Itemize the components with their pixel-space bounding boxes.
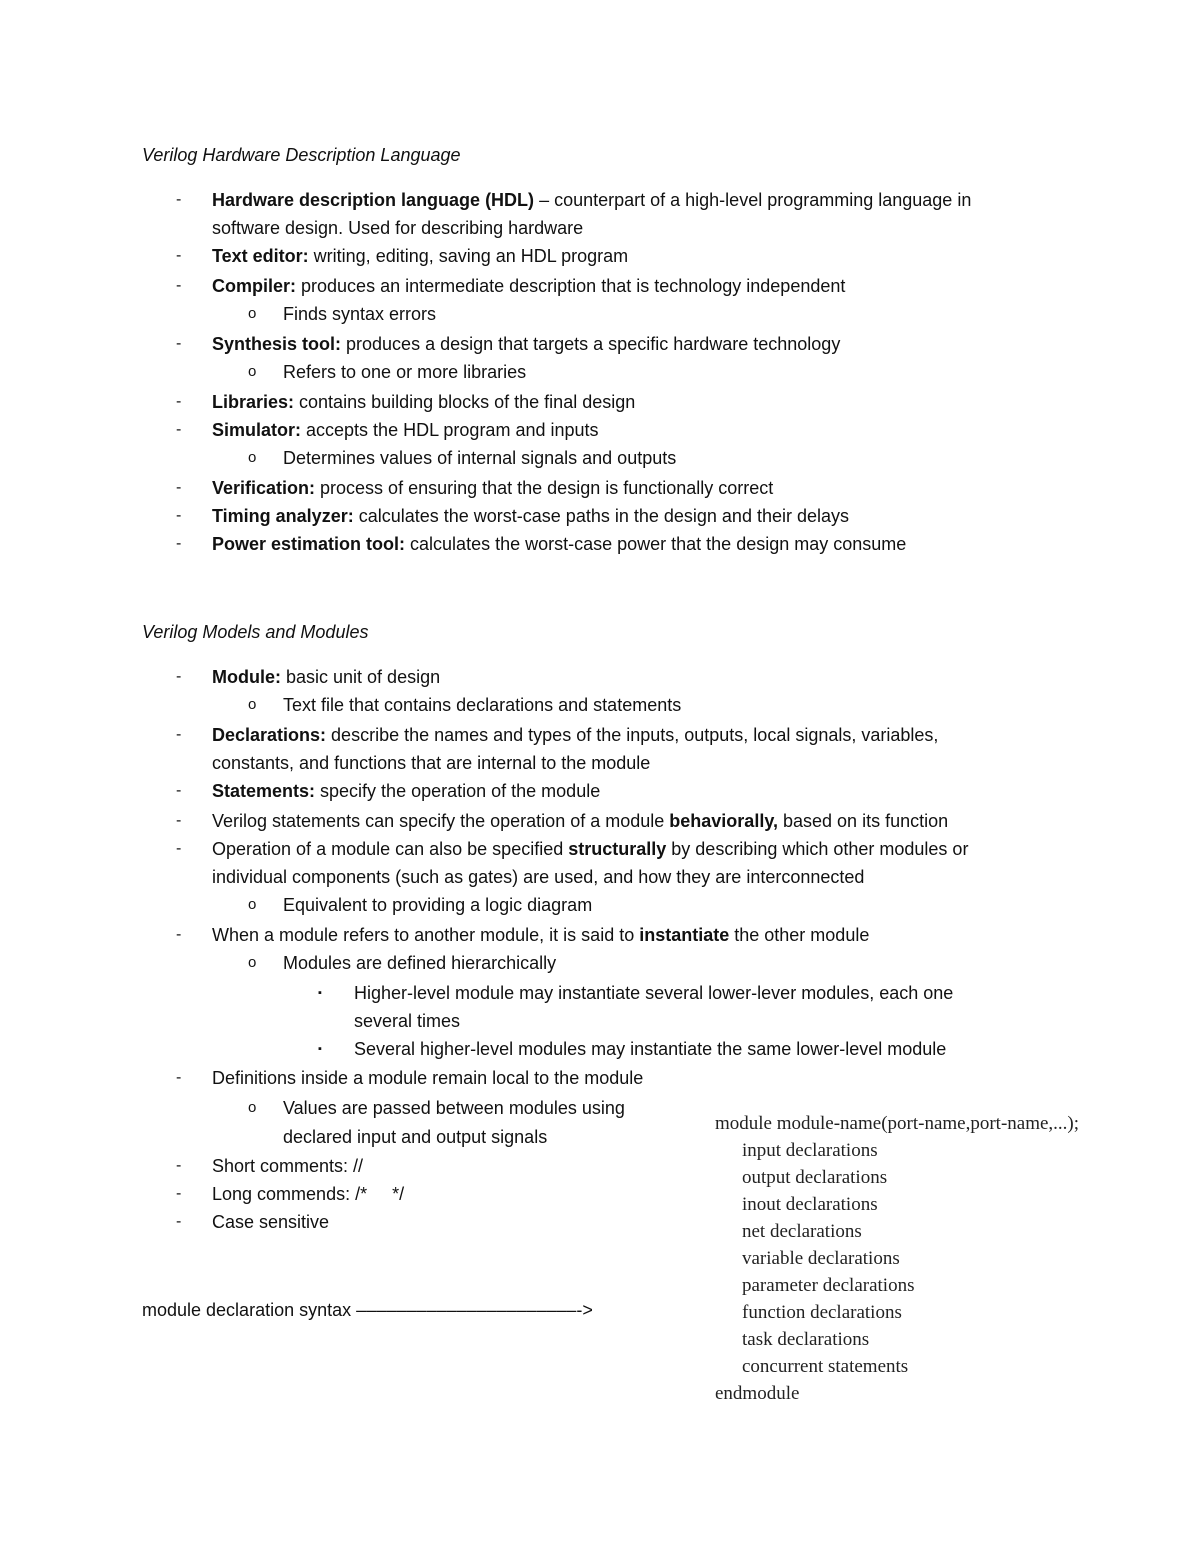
bullet-dash: - — [176, 335, 182, 352]
bullet-circle: o — [248, 696, 257, 713]
list-item: Compiler: produces an intermediate description that is technology independent — [212, 276, 846, 296]
list-item: Long commends: /* */ — [212, 1184, 405, 1204]
list-item: Verification: process of ensuring that the design is functionally correct — [212, 478, 774, 498]
list-item: Synthesis tool: produces a design that targets a specific hardware technology — [212, 334, 841, 354]
bullet-dash: - — [176, 1157, 182, 1174]
bullet-circle: o — [248, 954, 257, 971]
sub-sub-list-item-continuation: several times — [354, 1011, 461, 1031]
bullet-dash: - — [176, 812, 182, 829]
list-item: Timing analyzer: calculates the worst-case paths in the design and their delays — [212, 506, 849, 526]
sub-list-item: Determines values of internal signals and outputs — [283, 448, 677, 468]
list-item: Text editor: writing, editing, saving an HDL program — [212, 246, 629, 266]
bullet-dash: - — [176, 782, 182, 799]
syntax-footer: endmodule — [715, 1383, 800, 1404]
list-item: Hardware description language (HDL) – counterpart of a high-level programming language in — [212, 190, 972, 210]
list-item: When a module refers to another module, it is said to instantiate the other module — [212, 925, 870, 945]
list-item: Declarations: describe the names and types of the inputs, outputs, local signals, variables, — [212, 725, 939, 745]
section2-title: Verilog Models and Modules — [142, 622, 369, 642]
syntax-line: net declarations — [742, 1221, 862, 1242]
sub-list-item: Values are passed between modules using — [283, 1098, 625, 1118]
bullet-dash: - — [176, 479, 182, 496]
bullet-dash: - — [176, 421, 182, 438]
bullet-dash: - — [176, 247, 182, 264]
bullet-dash: - — [176, 840, 182, 857]
syntax-line: inout declarations — [742, 1194, 878, 1215]
section1-title: Verilog Hardware Description Language — [142, 145, 461, 165]
list-item: Libraries: contains building blocks of the final design — [212, 392, 636, 412]
bullet-dash: - — [176, 535, 182, 552]
bullet-circle: o — [248, 1099, 257, 1116]
list-item: Short comments: // — [212, 1156, 364, 1176]
list-item: Statements: specify the operation of the module — [212, 781, 601, 801]
sub-list-item-continuation: declared input and output signals — [283, 1127, 548, 1147]
syntax-line: concurrent statements — [742, 1356, 909, 1377]
syntax-line: input declarations — [742, 1140, 878, 1161]
bullet-dash: - — [176, 1213, 182, 1230]
sub-list-item: Modules are defined hierarchically — [283, 953, 557, 973]
bullet-dash: - — [176, 507, 182, 524]
bullet-circle: o — [248, 363, 257, 380]
sub-list-item: Finds syntax errors — [283, 304, 437, 324]
syntax-line: variable declarations — [742, 1248, 900, 1269]
sub-sub-list-item: Several higher-level modules may instantiate the same lower-level module — [354, 1039, 947, 1059]
bullet-circle: o — [248, 896, 257, 913]
bullet-dash: - — [176, 668, 182, 685]
sub-sub-list-item: Higher-level module may instantiate several lower-lever modules, each one — [354, 983, 954, 1003]
list-item: Simulator: accepts the HDL program and inputs — [212, 420, 599, 440]
list-item: Verilog statements can specify the operation of a module behaviorally, based on its function — [212, 811, 949, 831]
bullet-circle: o — [248, 305, 257, 322]
list-item-continuation: individual components (such as gates) are used, and how they are interconnected — [212, 867, 865, 887]
syntax-line: function declarations — [742, 1302, 902, 1323]
bullet-square: ▪ — [318, 1043, 322, 1055]
syntax-line: parameter declarations — [742, 1275, 915, 1296]
list-item-continuation: software design. Used for describing hardware — [212, 218, 584, 238]
bullet-dash: - — [176, 926, 182, 943]
list-item: Definitions inside a module remain local to the module — [212, 1068, 644, 1088]
list-item: Module: basic unit of design — [212, 667, 441, 687]
syntax-header: module module-name(port-name,port-name,...); — [715, 1113, 1080, 1134]
bullet-dash: - — [176, 393, 182, 410]
list-item: Case sensitive — [212, 1212, 330, 1232]
bullet-dash: - — [176, 726, 182, 743]
bullet-dash: - — [176, 1069, 182, 1086]
bullet-dash: - — [176, 1185, 182, 1202]
bullet-dash: - — [176, 277, 182, 294]
syntax-line: task declarations — [742, 1329, 870, 1350]
syntax-caption: module declaration syntax ––––––––––––––––––––––-> — [142, 1300, 593, 1320]
syntax-line: output declarations — [742, 1167, 888, 1188]
list-item-continuation: constants, and functions that are internal to the module — [212, 753, 651, 773]
sub-list-item: Refers to one or more libraries — [283, 362, 527, 382]
list-item: Operation of a module can also be specified structurally by describing which other modules or — [212, 839, 969, 859]
bullet-dash: - — [176, 191, 182, 208]
sub-list-item: Text file that contains declarations and statements — [283, 695, 682, 715]
bullet-circle: o — [248, 449, 257, 466]
sub-list-item: Equivalent to providing a logic diagram — [283, 895, 593, 915]
bullet-square: ▪ — [318, 987, 322, 999]
list-item: Power estimation tool: calculates the worst-case power that the design may consume — [212, 534, 907, 554]
